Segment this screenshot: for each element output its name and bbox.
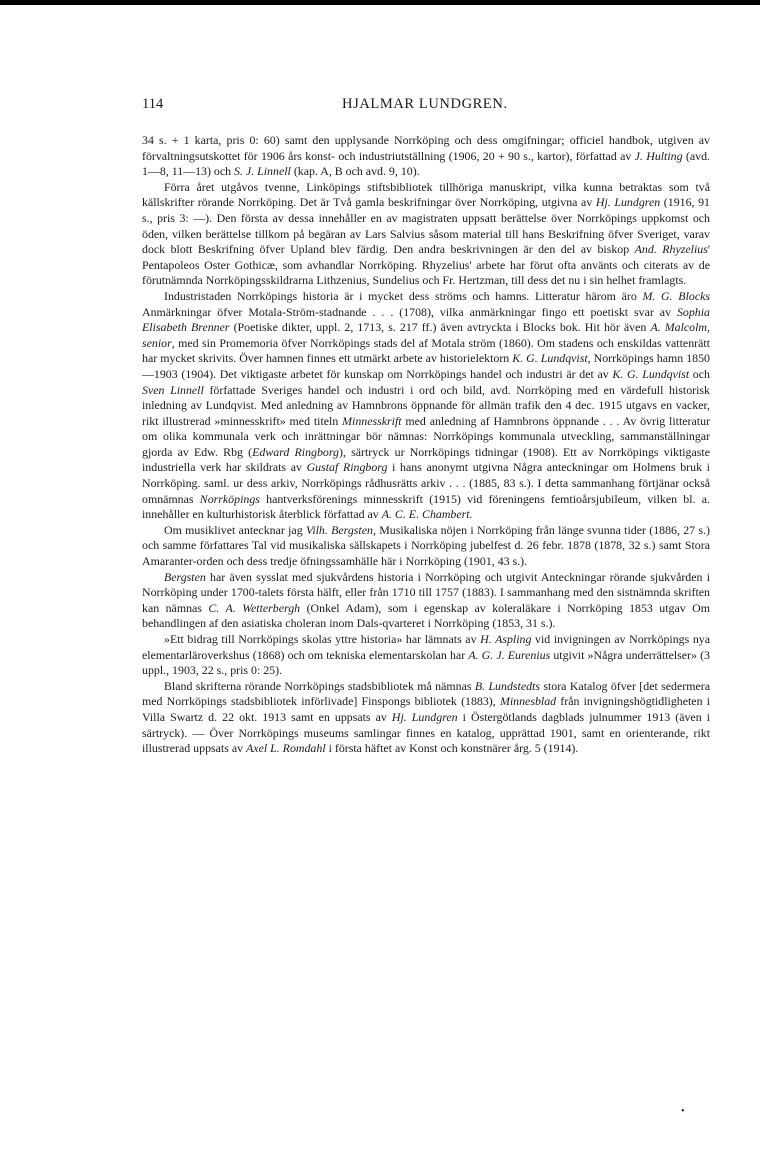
italic-run: A. Malcolm, senior bbox=[142, 320, 710, 350]
text-run: 34 s. + 1 karta, pris 0: 60) samt den upplysande Norrköping och dess omgifningar; officiel handbok, utgiven av förvaltningsutskottet för 1906 års konst- och industriutställning (1906, 20 + 90 s., kartor), författad av bbox=[142, 133, 710, 163]
italic-run: A. G. J. Eurenius bbox=[468, 647, 551, 662]
text-run: utgivit »Några underrättelser» (3 uppl., 1903, 22 s., pris 0: 25). bbox=[142, 647, 710, 678]
italic-run: S. J. Linnell bbox=[234, 164, 291, 179]
page-number: 114 bbox=[142, 96, 164, 112]
text-run: Industristaden Norrköpings historia är i mycket dess ströms och hamns. Litteratur härom äro bbox=[164, 288, 643, 303]
text-run: , med sin Promemoria öfver Norrköpings stads del af Motala ström (1860). Om stadens och enskildas vattenrätt har mycket skrivits. Över hamnen finnes ett utmärkt arbete av historielektorn bbox=[142, 335, 710, 366]
italic-run: H. Aspling bbox=[480, 632, 532, 646]
italic-run: J. Hulting bbox=[634, 148, 683, 163]
text-run: ), särtryck ur Norrköpings tidningar (1908). Ett av Norrköpings viktigaste industriella verk har skildrats av bbox=[142, 444, 710, 475]
italic-run: And. Rhyzelius bbox=[634, 242, 708, 257]
italic-run: Norrköpings bbox=[199, 491, 260, 506]
text-run: (Poetiske dikter, uppl. 2, 1713, s. 217 ff.) även avtryckta i Blocks bok. Hit hör även bbox=[229, 320, 651, 335]
paragraph bbox=[142, 289, 710, 523]
text-run: har även sysslat med sjukvårdens historia i Norrköping och utgivit Anteckningar rörande sjukvården i Norrköping under 1700-talets första hälft, eller från 1710 till 1757 (1883). I sammanhang med den sistnämnda skriften kan nämnas bbox=[142, 569, 710, 615]
text-run: Om musiklivet antecknar jag bbox=[164, 522, 306, 537]
text-run: stora Katalog öfver [det sedermera med Norrköpings stadsbibliotek införlivade] Finspongs bibliotek (1883), bbox=[142, 678, 710, 709]
text-run: författade Sveriges handel och industri i ord och bild, avd. Norrköping med en värdefull historisk inledning av Lundqvist. Med anledning av Hamnbrons öppnande för allmän trafik den 4 dec. 1915 utgavs en vacker, rikt illustrerad »minnesskrift» med titeln bbox=[142, 382, 710, 428]
italic-run: K. G. Lundqvist, bbox=[512, 351, 591, 366]
italic-run: Vilh. Bergsten, bbox=[305, 522, 376, 537]
italic-run: B. Lundstedts bbox=[474, 678, 540, 693]
text-run: i första häftet av Konst och konstnärer årg. 5 (1914). bbox=[325, 741, 579, 756]
italic-run: M. G. Blocks bbox=[642, 288, 710, 303]
text-run: i hans anonymt utgivna Några anteckningar om Holmens bruk i Norrköping. saml. ur dess arkiv, Norrköpings rådhusrätts arkiv . . . (1885, 83 s.). I detta sammanhang förtjänar också omnämnas bbox=[142, 460, 710, 506]
italic-run: Edward Ringborg bbox=[252, 444, 340, 459]
italic-run: Minnesblad bbox=[499, 694, 557, 709]
text-run: hantverksförenings minnesskrift (1915) vid föreningens femtioårsjubileum, vilken bl. a. innehåller en kulturhistorisk återblick författad av bbox=[142, 491, 710, 522]
text-run: och bbox=[689, 366, 710, 381]
paragraph bbox=[142, 632, 710, 679]
paragraph bbox=[142, 180, 710, 289]
paragraph bbox=[142, 133, 710, 180]
italic-run: Bergsten bbox=[164, 569, 206, 584]
text-run: (Onkel Adam), som i egenskap av koleraläkare i Norrköping 1853 utgav Om behandlingen af den asiatiska choleran inom Dals-qvarteret i Norrköping (1853, 31 s.). bbox=[142, 600, 711, 631]
text-run: ' Pentapoleos Oster Gothicæ, som avhandlar Norrköping. Rhyzelius' arbete har förut ofta använts och citerats av de förutnämnda Norrköpingsskildrarna Lithzenius, Sundelius och Fr. Hertzman, till dess det nu i sin helhet framlagts. bbox=[142, 242, 711, 288]
italic-run: Gustaf Ringborg bbox=[306, 460, 388, 475]
scan-edge-bar bbox=[0, 0, 760, 5]
text-run: (1916, 91 s., pris 3: —). Den första av dessa innehåller en av magistraten uppsatt berättelse över Norrköpings uppkomst och öden, vilken berättelse tillkom på begäran av Lars Salvius såsom material till hans Beskrifning öfver Sveriget, varav dock blott Beskrifning öfver Upland blev färdig. Den andra beskrivningen är den del av biskop bbox=[142, 195, 711, 257]
italic-run: Hj. Lundgren bbox=[391, 709, 458, 724]
text-run: (avd. 1—8, 11—13) och bbox=[142, 148, 710, 179]
italic-run: Minnesskrift bbox=[342, 413, 402, 428]
text-run: från invigningshögtidligheten i Villa Swartz d. 22 okt. 1913 samt en uppsats av bbox=[142, 694, 711, 724]
text-run: Norrköpings hamn 1850—1903 (1904). Det viktigaste arbetet för kunskap om Norrköpings handel och industri är det av bbox=[142, 351, 710, 381]
paragraph bbox=[142, 570, 710, 632]
text-run: vid invigningen av Norrköpings nya elementarläroverkshus (1868) och om tekniska elementarskolan har bbox=[142, 632, 710, 662]
text-run: Musikaliska nöjen i Norrköping från länge svunna tider (1886, 27 s.) och samme författares Tal vid musikaliska sällskapets i Norrköping jubelfest d. 26 febr. 1878 (1878, 32 s.) samt Stora Amaranter-orden och dess tredje öfningssamhälle här i Norrköping (1901, 43 s.). bbox=[142, 522, 710, 569]
text-run: med anledning af Hamnbrons öppnande . . . Av övrig litteratur om olika kommunala verk och inrättningar bör nämnas: Norrköpings kommunala utveckling, sammanställningar gjorda av Edw. Rbg ( bbox=[142, 413, 710, 459]
page-header bbox=[142, 96, 710, 116]
text-run: Anmärkningar öfver Motala-Ström-stadnande . . . (1708), vilka anmärkningar fingo ett poetiskt svar av bbox=[142, 304, 677, 319]
italic-run: A. C. E. Chambert. bbox=[381, 507, 473, 522]
text-run: »Ett bidrag till Norrköpings skolas yttre historia» har lämnats av bbox=[164, 632, 481, 646]
text-run: Bland skrifterna rörande Norrköpings stadsbibliotek må nämnas bbox=[164, 678, 475, 693]
italic-run: K. G. Lundqvist bbox=[612, 366, 690, 381]
body-text bbox=[142, 133, 710, 757]
italic-run: C. A. Wetterbergh bbox=[208, 600, 301, 615]
italic-run: Hj. Lundgren bbox=[595, 195, 661, 210]
paragraph bbox=[142, 523, 710, 570]
italic-run: Sophia Elisabeth Brenner bbox=[142, 304, 710, 335]
running-title: HJALMAR LUNDGREN. bbox=[342, 96, 508, 112]
text-run: i Östergötlands dagblads julnummer 1913 (även i särtryck). — Över Norrköpings museums samlingar finnes en katalog, upprättad 1901, samt en orienterande, rikt illustrerad uppsats av bbox=[142, 709, 711, 756]
italic-run: Axel L. Romdahl bbox=[246, 741, 326, 756]
text-run: Förra året utgåvos tvenne, Linköpings stiftsbibliotek tillhöriga manuskript, vilka kunna betraktas som två källskrifter rörande Norrköping. Det är Två gamla beskrifningar över Norrköping, utgivna av bbox=[142, 179, 710, 210]
text-run: (kap. A, B och avd. 9, 10). bbox=[290, 164, 420, 179]
ink-dot: • bbox=[681, 1106, 685, 1117]
italic-run: Sven Linnell bbox=[142, 382, 204, 397]
paragraph bbox=[142, 679, 710, 757]
